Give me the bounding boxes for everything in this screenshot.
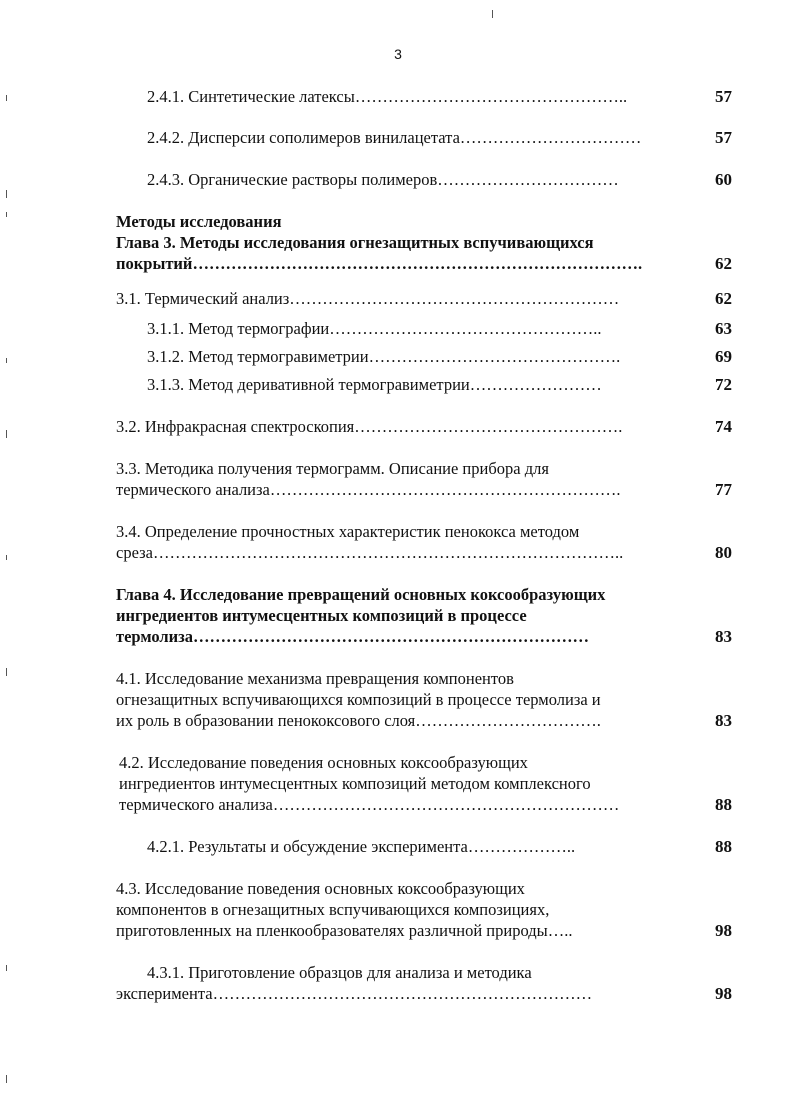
toc-entry-3-4 bbox=[116, 521, 691, 563]
toc-entry-text: 3.1.3. Метод деривативной термогравиметрии…………………… bbox=[147, 375, 602, 394]
toc-entry-3-1-3 bbox=[147, 374, 687, 395]
toc-entry-3-1 bbox=[116, 288, 686, 309]
scan-artifact bbox=[6, 358, 7, 363]
chapter-title-line: покрытий………………………………………………………………………. bbox=[116, 254, 643, 273]
toc-entry-text: 3.2. Инфракрасная спектроскопия…………………………………………. bbox=[116, 417, 623, 436]
toc-entry-text: 2.4.3. Органические растворы полимеров…………………………… bbox=[147, 170, 619, 189]
toc-page-number: 57 bbox=[715, 87, 732, 106]
toc-entry-text: ингредиентов интумесцентных композиций методом комплексного bbox=[119, 774, 591, 793]
toc-entry-2-4-1 bbox=[147, 86, 687, 107]
toc-entry-4-3-1 bbox=[116, 962, 691, 1004]
scan-artifact bbox=[492, 10, 493, 18]
toc-chapter-4 bbox=[116, 584, 691, 647]
toc-page-number: 74 bbox=[715, 417, 732, 436]
toc-entry-text: 2.4.2. Дисперсии сополимеров винилацетата…………………………… bbox=[147, 128, 642, 147]
toc-page-number: 98 bbox=[715, 984, 732, 1003]
chapter-title-line: Глава 3. Методы исследования огнезащитных вспучивающихся bbox=[116, 233, 594, 252]
toc-page-number: 63 bbox=[715, 319, 732, 338]
toc-page-number: 60 bbox=[715, 170, 732, 189]
toc-page-number: 88 bbox=[715, 837, 732, 856]
toc-entry-text: 4.1. Исследование механизма превращения компонентов bbox=[116, 669, 514, 688]
toc-entry-3-1-1 bbox=[147, 318, 687, 339]
chapter-title-line: ингредиентов интумесцентных композиций в процессе bbox=[116, 606, 527, 625]
scan-artifact bbox=[6, 555, 7, 560]
section-heading: Методы исследования bbox=[116, 212, 282, 231]
toc-page-number: 57 bbox=[715, 128, 732, 147]
toc-entry-3-3 bbox=[116, 458, 691, 500]
toc-page-number: 83 bbox=[715, 627, 732, 646]
scan-artifact bbox=[6, 430, 7, 438]
toc-page-number: 62 bbox=[715, 289, 732, 308]
toc-entry-text: 3.1.1. Метод термографии………………………………………….. bbox=[147, 319, 602, 338]
toc-entry-text: их роль в образовании пенококсового слоя……………………………. bbox=[116, 711, 601, 730]
chapter-title-line: термолиза……………………………………………………………… bbox=[116, 627, 590, 646]
scan-artifact bbox=[6, 190, 7, 198]
toc-entry-text: среза………………………………………………………………………….. bbox=[116, 543, 624, 562]
toc-page-number: 98 bbox=[715, 921, 732, 940]
toc-entry-text: термического анализа………………………………………………………. bbox=[116, 480, 621, 499]
toc-page-number: 62 bbox=[715, 254, 732, 273]
toc-entry-text: 4.2. Исследование поведения основных коксообразующих bbox=[119, 753, 528, 772]
toc-entry-4-2 bbox=[119, 752, 691, 815]
scan-artifact bbox=[6, 668, 7, 676]
toc-page-number: 77 bbox=[715, 480, 732, 499]
toc-entry-text: 4.3.1. Приготовление образцов для анализа и методика bbox=[147, 963, 532, 982]
page-number: 3 bbox=[394, 46, 402, 62]
toc-entry-text: эксперимента…………………………………………………………… bbox=[116, 984, 593, 1003]
toc-entry-3-1-2 bbox=[147, 346, 687, 367]
toc-entry-4-1 bbox=[116, 668, 691, 731]
toc-entry-text: 3.3. Методика получения термограмм. Описание прибора для bbox=[116, 459, 549, 478]
toc-entry-text: 2.4.1. Синтетические латексы………………………………………….. bbox=[147, 87, 628, 106]
toc-page-number: 72 bbox=[715, 375, 732, 394]
toc-entry-text: компонентов в огнезащитных вспучивающихся композициях, bbox=[116, 900, 550, 919]
toc-page-number: 83 bbox=[715, 711, 732, 730]
toc-page-number: 88 bbox=[715, 795, 732, 814]
scan-artifact bbox=[6, 95, 7, 101]
toc-entry-4-3 bbox=[116, 878, 691, 941]
toc-entry-4-2-1 bbox=[147, 836, 687, 857]
toc-entry-text: 4.3. Исследование поведения основных коксообразующих bbox=[116, 879, 525, 898]
toc-entry-text: огнезащитных вспучивающихся композиций в процессе термолиза и bbox=[116, 690, 601, 709]
toc-entry-text: термического анализа……………………………………………………… bbox=[119, 795, 620, 814]
scan-artifact bbox=[6, 1075, 7, 1083]
toc-entry-2-4-3 bbox=[147, 169, 687, 190]
toc-entry-text: 3.1. Термический анализ…………………………………………………… bbox=[116, 289, 620, 308]
toc-entry-3-2 bbox=[116, 416, 686, 437]
toc-entry-text: 3.4. Определение прочностных характеристик пенококса методом bbox=[116, 522, 580, 541]
chapter-title-line: Глава 4. Исследование превращений основных коксообразующих bbox=[116, 585, 606, 604]
toc-page-number: 69 bbox=[715, 347, 732, 366]
toc-entry-text: приготовленных на пленкообразователях различной природы….. bbox=[116, 921, 573, 940]
scan-artifact bbox=[6, 965, 7, 971]
toc-entry-2-4-2 bbox=[147, 127, 687, 148]
toc-chapter-3 bbox=[116, 211, 691, 274]
toc-page-number: 80 bbox=[715, 543, 732, 562]
toc-entry-text: 4.2.1. Результаты и обсуждение эксперимента……………….. bbox=[147, 837, 576, 856]
scan-artifact bbox=[6, 212, 7, 217]
toc-entry-text: 3.1.2. Метод термогравиметрии………………………………………. bbox=[147, 347, 621, 366]
